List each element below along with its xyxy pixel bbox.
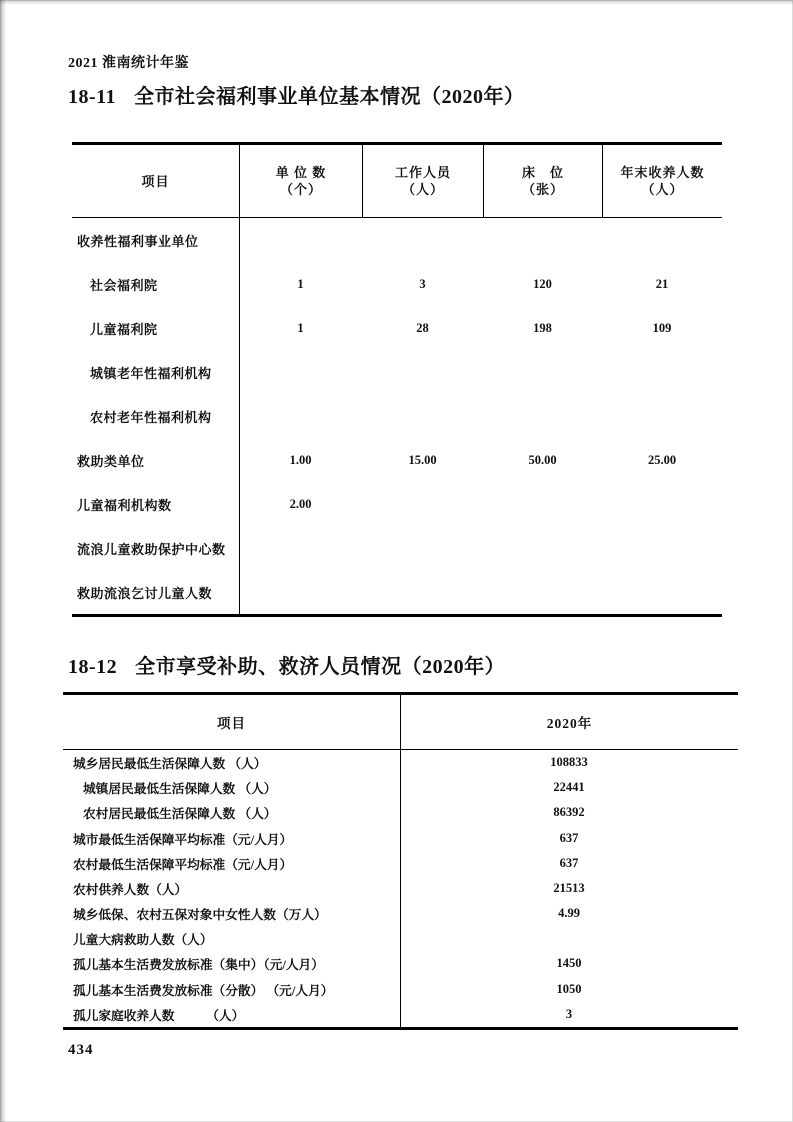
row-label: 儿童福利院 [90,321,158,337]
table-row [72,218,722,262]
header-cell-item [72,145,239,217]
table1-title [68,80,525,109]
header-label: 单 位 数 [275,165,327,180]
header-unit: （张） [521,182,564,197]
header-unit: （人） [401,182,444,197]
row-label: 城乡低保、农村五保对象中女性人数（万人） [73,908,327,923]
row-value-units: 1 [297,320,304,335]
subsidy-relief-table-body [63,750,738,1027]
row-value-beds: 120 [533,276,552,291]
row-label: 救助流浪乞讨儿童人数 [77,585,213,601]
table2-number: 18-12 [68,656,118,678]
row-value-2020: 1450 [556,956,582,971]
row-label: 城市最低生活保障平均标准（元/人月） [73,832,293,847]
row-value-units: 1.00 [289,452,312,467]
row-value-2020: 4.99 [558,906,580,921]
row-label: 儿童福利机构数 [77,497,172,513]
table-row [72,262,722,306]
table-row [72,482,722,526]
row-value-2020: 637 [559,830,579,845]
table-row [72,394,722,438]
header-cell-beds [483,145,602,217]
row-value-adopted: 25.00 [647,452,677,467]
header-cell-year: 2020年 [400,695,738,749]
header-label: 项目 [141,173,170,189]
header-cell-adopted [602,145,722,217]
header-cell-units-count [239,145,362,217]
row-value-2020: 86392 [553,805,585,820]
table-row [72,570,722,614]
row-label: 收养性福利事业单位 [77,233,199,249]
header-label: 年末收养人数 [620,165,705,180]
row-label: 孤儿基本生活费发放标准（分散） （元/人月） [73,983,334,998]
table1-number: 18-11 [68,86,117,108]
row-value-2020: 637 [559,855,579,870]
row-label: 社会福利院 [90,277,158,293]
scan-shadow-left [0,0,6,1122]
column-divider [400,750,401,1027]
header-cell-staff [362,145,483,217]
subsidy-relief-table-header [63,695,738,750]
row-label: 孤儿基本生活费发放标准（集中）（元/人月） [73,958,324,973]
welfare-units-table-header [72,145,722,218]
row-label: 城镇老年性福利机构 [90,365,212,381]
row-label: 城镇居民最低生活保障人数 （人） [83,782,277,797]
table-row [72,438,722,482]
scan-shadow-top [0,0,793,5]
table1-title-text: 全市社会福利事业单位基本情况（2020年） [134,86,525,108]
header-unit: （个） [279,182,322,197]
table-row [72,306,722,350]
subsidy-relief-table [63,692,738,1030]
page-number: 434 [68,1042,94,1058]
row-label: 城乡居民最低生活保障人数 （人） [73,757,267,772]
row-value-2020: 22441 [553,780,585,795]
row-value-2020: 1050 [556,981,582,996]
table-row [72,526,722,570]
row-value-adopted: 21 [655,276,669,291]
row-value-beds: 198 [533,320,552,335]
header-cell-item: 项目 [217,716,246,731]
row-value-staff: 15.00 [408,452,437,467]
row-value-beds: 50.00 [528,452,557,467]
welfare-units-table-body [72,218,722,614]
row-label: 儿童大病救助人数（人） [73,933,213,948]
row-value-2020: 21513 [553,880,585,895]
row-label: 农村老年性福利机构 [90,409,212,425]
row-value-staff: 3 [419,276,426,291]
row-label: 农村居民最低生活保障人数 （人） [83,807,277,822]
table2-title-text: 全市享受补助、救济人员情况（2020年） [135,656,506,678]
row-value-units: 2.00 [289,496,312,511]
row-label: 农村供养人数（人） [73,882,188,897]
row-value-units: 1 [297,276,304,291]
yearbook-header: 2021 淮南统计年鉴 [68,56,189,71]
row-value-adopted: 109 [652,320,672,335]
row-label: 救助类单位 [77,453,145,469]
welfare-units-table [72,142,722,617]
table-row [72,350,722,394]
row-value-staff: 28 [416,320,429,335]
row-value-2020: 108833 [550,755,588,770]
row-label: 农村最低生活保障平均标准（元/人月） [73,857,293,872]
row-value-2020: 3 [565,1006,573,1021]
header-label: 工作人员 [394,165,451,180]
row-label: 孤儿家庭收养人数 （人） [73,1008,245,1023]
header-unit: （人） [641,182,684,197]
table2-title [68,650,505,679]
row-label: 流浪儿童救助保护中心数 [77,541,226,557]
column-divider [239,218,240,614]
header-label: 床 位 [521,165,564,180]
